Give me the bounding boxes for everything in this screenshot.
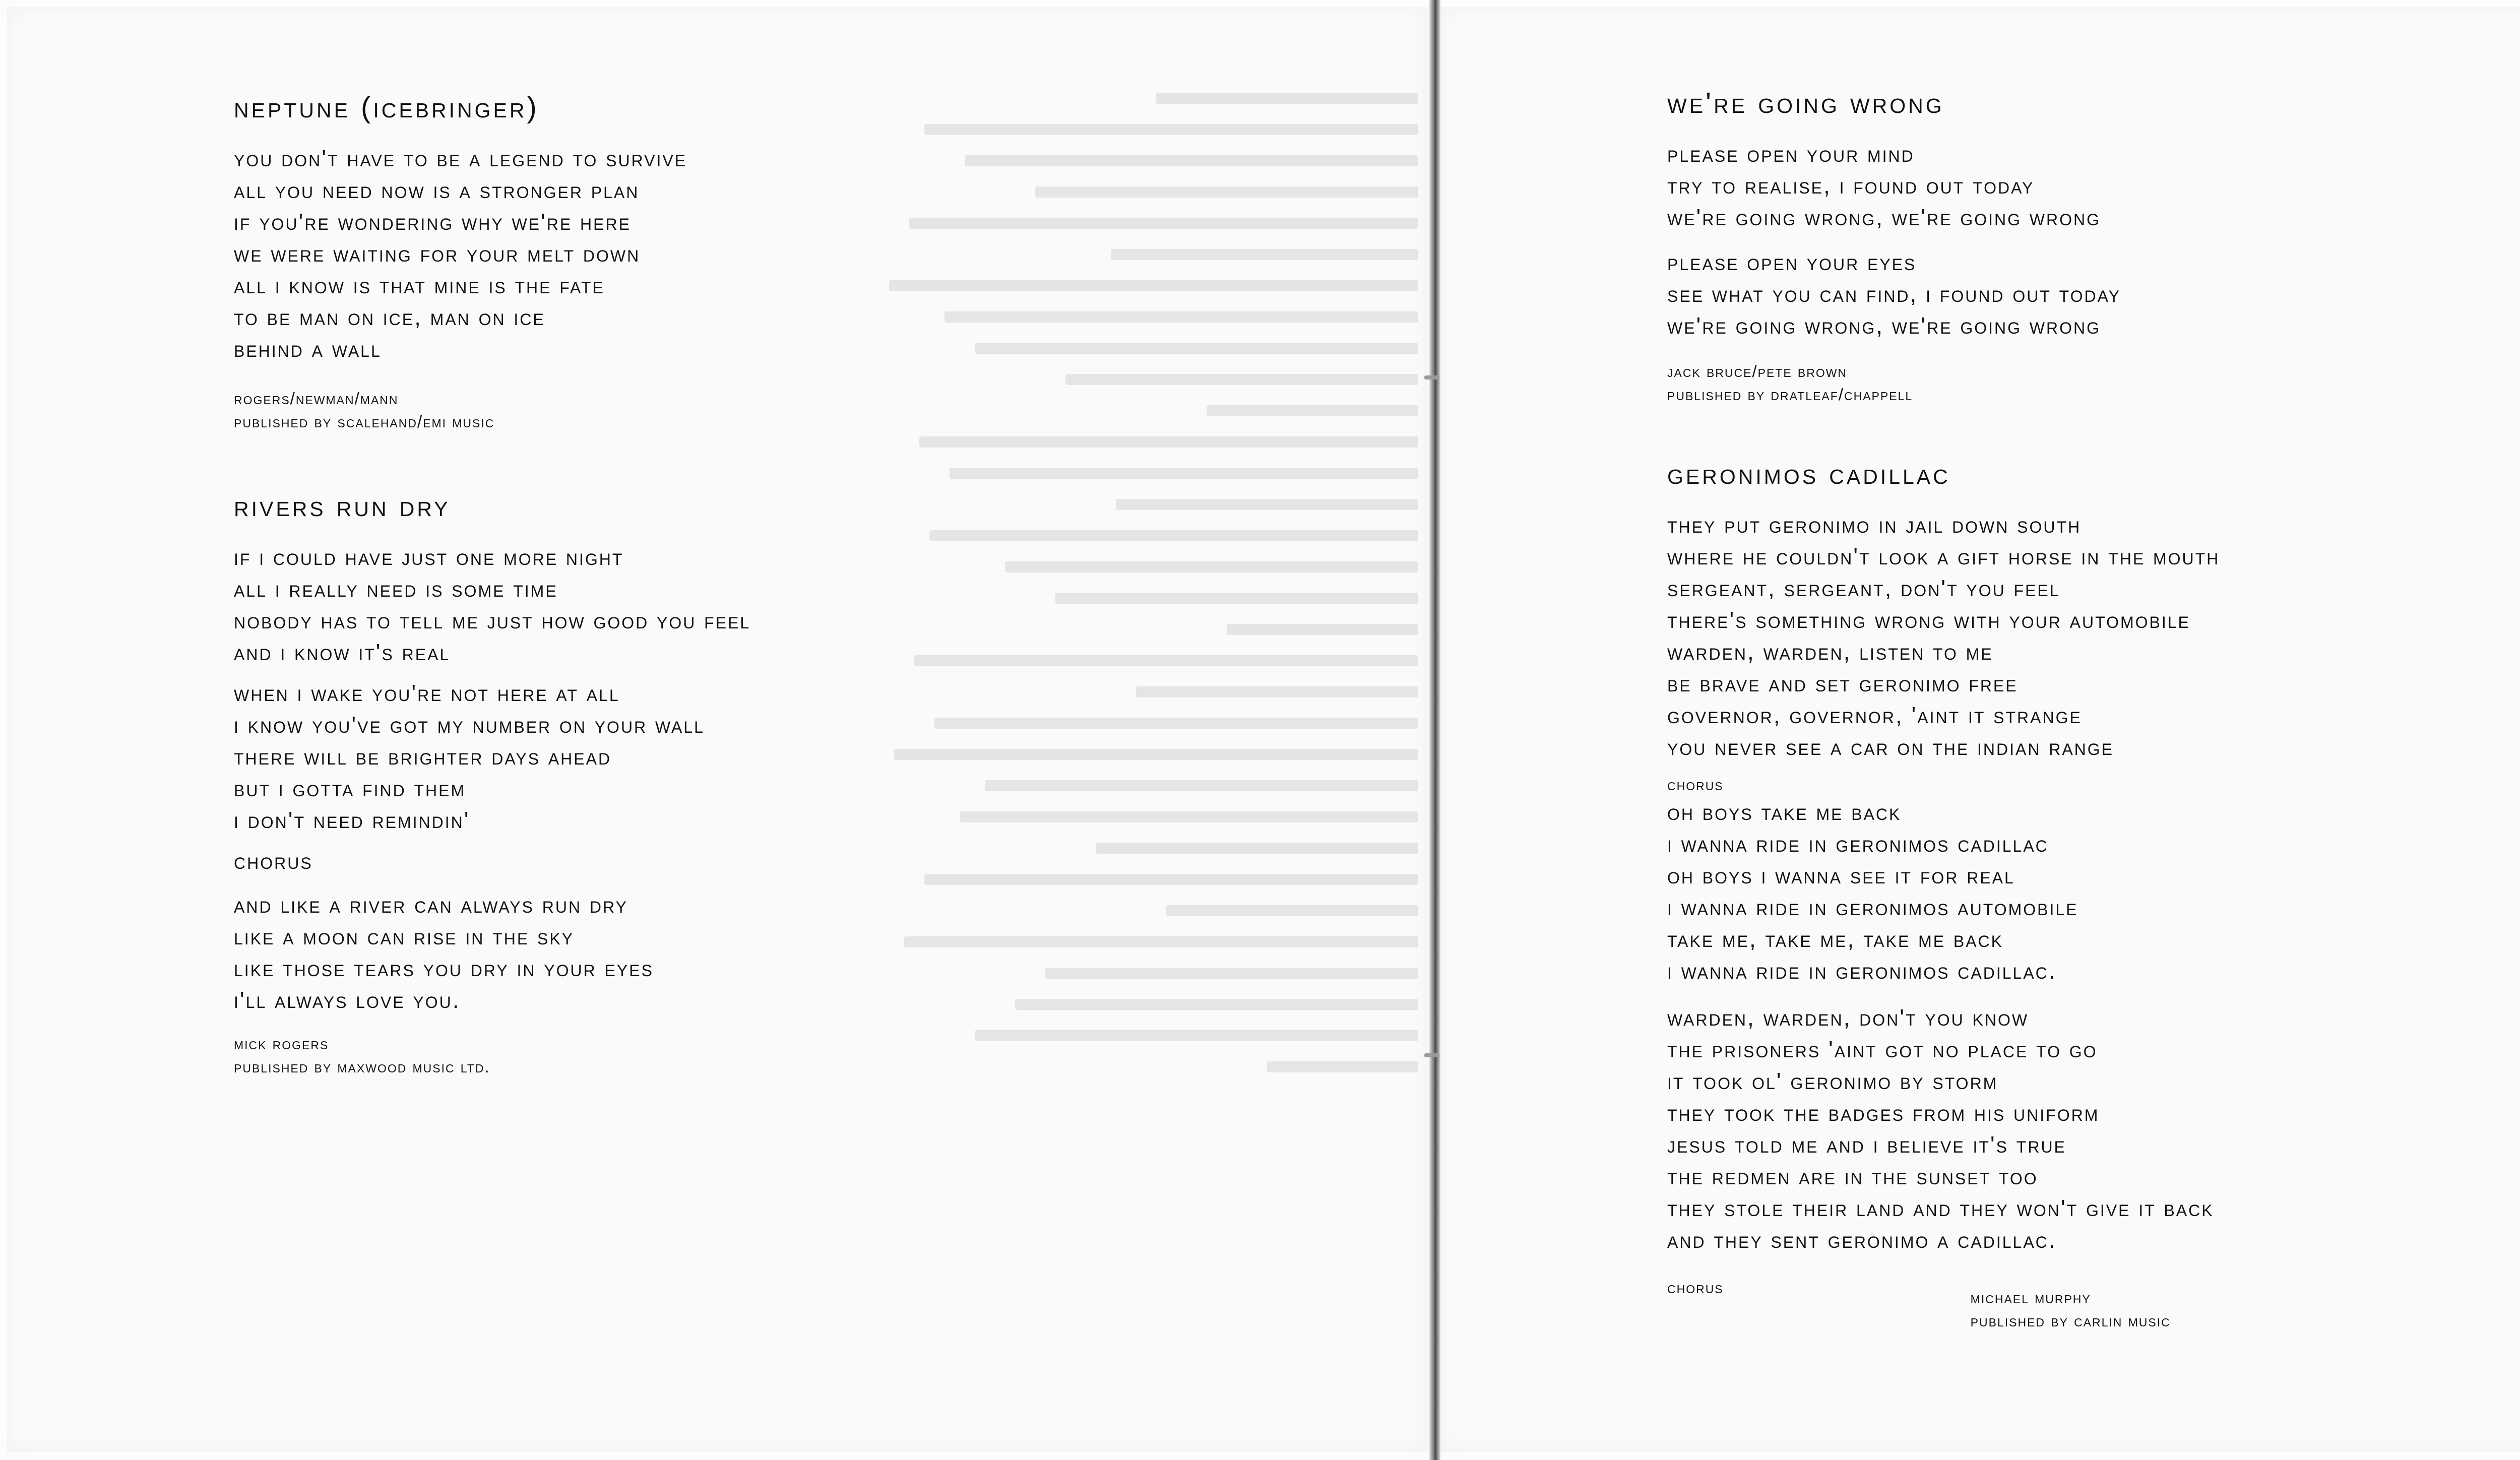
lyric-line: try to realise, i found out today (1667, 172, 2035, 199)
stanza (1667, 246, 2520, 342)
lyric-line: it took ol' geronimo by storm (1667, 1068, 1998, 1094)
chorus-label: chorus (1667, 775, 1724, 794)
lyric-line: i wanna ride in geronimos automobile (1667, 894, 2078, 920)
right-lyrics-column (1667, 86, 2520, 1332)
lyric-line: but i gotta find them (234, 775, 466, 801)
left-lyrics-column (234, 90, 889, 1134)
bleed-through-text (839, 93, 1418, 1353)
lyric-line: warden, warden, don't you know (1667, 1004, 2029, 1031)
song-title: we're going wrong (1667, 87, 1944, 119)
lyric-line: and they sent geronimo a cadillac. (1667, 1227, 2057, 1253)
stanza (234, 541, 889, 668)
song-title: neptune (icebringer) (234, 91, 539, 124)
lyric-line: please open your mind (1667, 141, 1915, 167)
song-credits (234, 387, 889, 433)
lyric-line: all you need now is a stronger plan (234, 177, 640, 203)
lyric-line: oh boys take me back (1667, 799, 1902, 825)
song-credits (1971, 1276, 2171, 1332)
staple-top (1424, 375, 1439, 379)
song-geronimos-cadillac (1667, 457, 2520, 1332)
lyric-line: and i know it's real (234, 639, 451, 665)
stanza (234, 677, 889, 836)
lyric-line: they stole their land and they won't give it back (1667, 1195, 2214, 1221)
lyric-line: you don't have to be a legend to survive (234, 145, 687, 171)
lyric-line: i don't need remindin' (234, 807, 470, 833)
left-page (7, 7, 1428, 1452)
stanza (1667, 509, 2520, 763)
song-credits (234, 1032, 889, 1078)
songwriter-credit: michael murphy (1970, 1288, 2091, 1307)
lyric-line: warden, warden, listen to me (1667, 639, 1993, 665)
lyric-line: like a moon can rise in the sky (234, 923, 575, 949)
lyric-line: you never see a car on the indian range (1667, 734, 2114, 760)
songwriter-credit: rogers/newman/mann (234, 389, 399, 408)
lyric-line: i wanna ride in geronimos cadillac. (1667, 958, 2057, 984)
lyric-line: like those tears you dry in your eyes (234, 955, 654, 981)
lyric-line: when i wake you're not here at all (234, 680, 620, 706)
stanza (1667, 138, 2520, 233)
lyric-line: we're going wrong, we're going wrong (1667, 204, 2101, 230)
lyric-line: and like a river can always run dry (234, 892, 628, 918)
stanza (1667, 796, 2520, 987)
lyric-line: the redmen are in the sunset too (1667, 1163, 2038, 1189)
publisher-credit: published by maxwood music ltd. (234, 1057, 490, 1076)
song-were-going-wrong (1667, 86, 2520, 406)
song-title: geronimos cadillac (1667, 458, 1950, 490)
lyric-line: we were waiting for your melt down (234, 240, 641, 267)
songwriter-credit: jack bruce/pete brown (1667, 362, 1848, 380)
lyric-line: there's something wrong with your automobile (1667, 607, 2190, 633)
lyric-line: governor, governor, 'aint it strange (1667, 702, 2082, 728)
stanza (234, 889, 889, 1016)
lyric-line: be brave and set geronimo free (1667, 670, 2018, 696)
closing-row (1667, 1276, 2520, 1332)
lyric-line: they took the badges from his uniform (1667, 1100, 2100, 1126)
lyric-line: behind a wall (234, 336, 382, 362)
right-page (1440, 7, 2520, 1452)
center-fold (1429, 0, 1440, 1460)
lyric-line: we're going wrong, we're going wrong (1667, 312, 2101, 339)
song-rivers-run-dry (234, 489, 889, 1078)
song-credits (1667, 360, 2520, 406)
publisher-credit: published by carlin music (1970, 1311, 2171, 1330)
lyric-line: see what you can find, i found out today (1667, 281, 2121, 307)
lyric-line: all i really need is some time (234, 576, 558, 602)
publisher-credit: published by scalehand/emi music (234, 412, 495, 431)
staple-bottom (1424, 1053, 1439, 1057)
lyric-line: if you're wondering why we're here (234, 209, 631, 235)
lyric-line: if i could have just one more night (234, 544, 624, 570)
lyric-line: nobody has to tell me just how good you feel (234, 607, 751, 633)
stanza (234, 143, 889, 365)
songwriter-credit: mick rogers (234, 1034, 329, 1053)
lyric-line: jesus told me and i believe it's true (1667, 1131, 2066, 1158)
lyric-line: i'll always love you. (234, 987, 461, 1013)
chorus-label: chorus (1667, 1278, 1724, 1297)
lyric-line: sergeant, sergeant, don't you feel (1667, 575, 2060, 601)
lyric-line: take me, take me, take me back (1667, 926, 2003, 952)
publisher-credit: published by dratleaf/chappell (1667, 385, 1913, 404)
lyric-line: the prisoners 'aint got no place to go (1667, 1036, 2098, 1062)
song-title: rivers run dry (234, 490, 451, 523)
lyric-line: i know you've got my number on your wall (234, 712, 705, 738)
stanza (1667, 1002, 2520, 1256)
chorus-label: chorus (234, 848, 313, 874)
lyric-line: i wanna ride in geronimos cadillac (1667, 831, 2049, 857)
lyric-line: please open your eyes (1667, 249, 1917, 275)
lyric-line: where he couldn't look a gift horse in the mouth (1667, 543, 2220, 569)
lyric-line: they put geronimo in jail down south (1667, 512, 2082, 538)
lyric-line: all i know is that mine is the fate (234, 272, 605, 298)
song-neptune (234, 90, 889, 433)
lyric-line: to be man on ice, man on ice (234, 304, 545, 330)
lyric-line: oh boys i wanna see it for real (1667, 862, 2015, 888)
lyric-line: there will be brighter days ahead (234, 743, 612, 770)
